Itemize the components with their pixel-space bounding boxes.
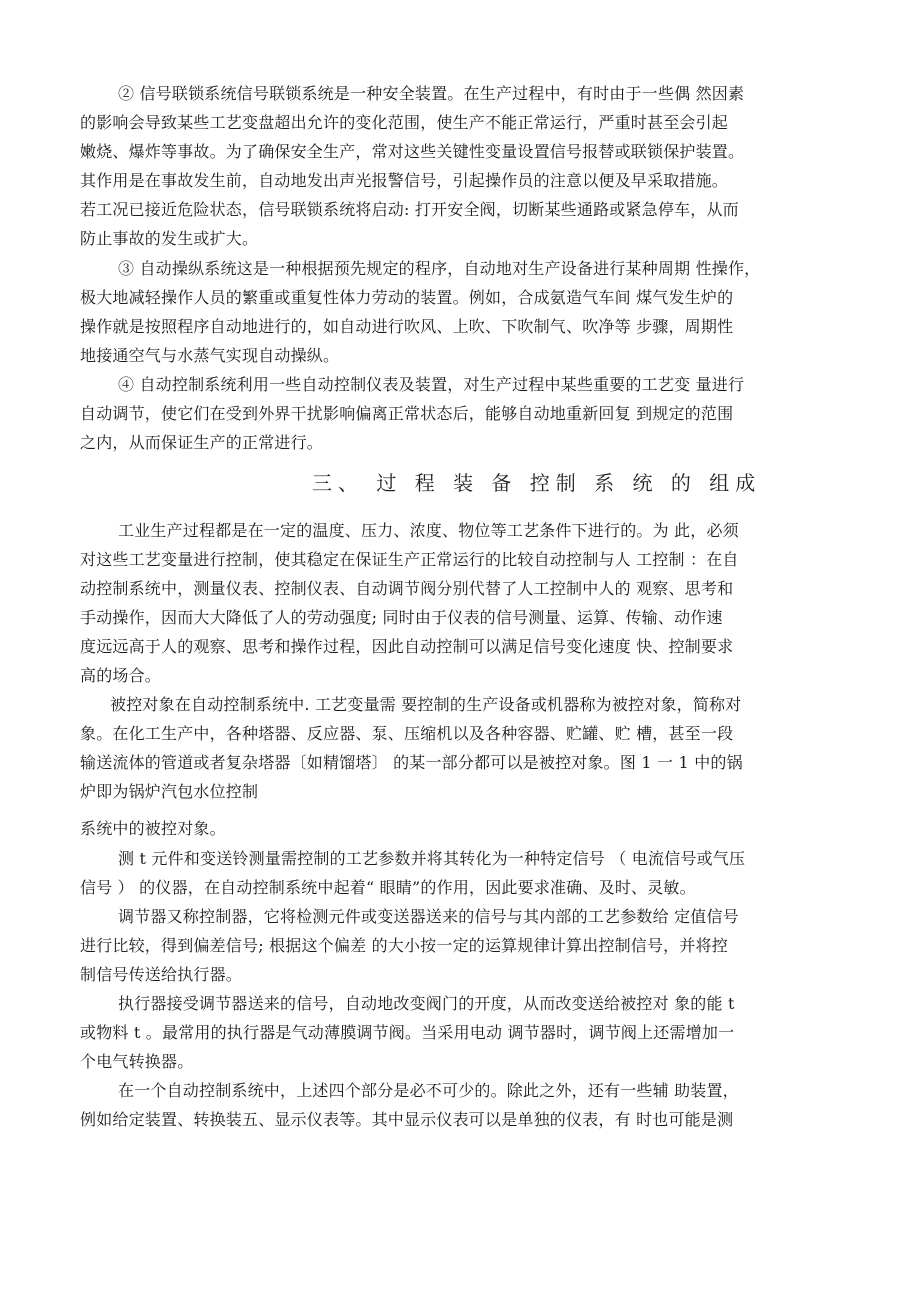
paragraph-line: 在一个自动控制系统中，上述四个部分是必不可少的。除此之外，还有一些辅 助装置， bbox=[118, 1081, 739, 1100]
paragraph-line: 地接通空气与水蒸气实现自动操纵。 bbox=[80, 346, 340, 365]
paragraph-line: 执行器接受调节器送来的信号，自动地改变阀门的开度，从而改变送给被控对 象的能 t bbox=[118, 994, 735, 1013]
paragraph-line: 个电气转换器。 bbox=[80, 1052, 194, 1071]
paragraph-line: ③ 自动操纵系统这是一种根据预先规定的程序，自动地对生产设备进行某种周期 性操作， bbox=[118, 259, 761, 278]
paragraph-line: 调节器又称控制器，它将检测元件或变送器送来的信号与其内部的工艺参数给 定值信号 bbox=[118, 907, 739, 926]
paragraph-line: 极大地减轻操作人员的繁重或重复性体力劳动的装置。例如，合成氨造气车间 煤气发生炉的 bbox=[80, 288, 734, 307]
paragraph-line: 工业生产过程都是在一定的温度、压力、浓度、物位等工艺条件下进行的。为 此，必须 bbox=[118, 521, 739, 540]
paragraph-line: 系统中的被控对象。 bbox=[80, 819, 226, 838]
paragraph-line: 测 t 元件和变送铃测量需控制的工艺参数并将其转化为一种特定信号 （ 电流信号或气压 bbox=[118, 849, 746, 868]
paragraph-line: 象。在化工生产中，各种塔器、反应器、泵、压缩机以及各种容器、贮罐、贮 槽，甚至一段 bbox=[80, 724, 734, 743]
paragraph-line: 输送流体的管道或者复杂塔器〔如精馏塔〕 的某一部分都可以是被控对象。图 1 一 1 中的锅 bbox=[80, 753, 743, 772]
paragraph-line: ④ 自动控制系统利用一些自动控制仪表及装置，对生产过程中某些重要的工艺变 量进行 bbox=[118, 375, 745, 394]
paragraph-line: 其作用是在事故发生前，自动地发出声光报警信号，引起操作员的注意以便及早采取措施。 bbox=[80, 171, 729, 190]
paragraph-line: 制信号传送给执行器。 bbox=[80, 965, 243, 984]
paragraph-line: 对这些工艺变量进行控制，使其稳定在保证生产正常运行的比较自动控制与人 工控制 ：在自 bbox=[80, 550, 739, 569]
paragraph-line: 高的场合。 bbox=[80, 666, 162, 685]
paragraph-line: 防止事故的发生或扩大。 bbox=[80, 229, 259, 248]
paragraph-line: 动控制系统中，测量仪表、控制仪表、自动调节阀分别代替了人工控制中人的 观察、思考和 bbox=[80, 579, 734, 598]
paragraph-line: 进行比较，得到偏差信号; 根据这个偏差 的大小按一定的运算规律计算出控制信号，并将控 bbox=[80, 936, 728, 955]
paragraph-line: 炉即为锅炉汽包水位控制 bbox=[80, 782, 259, 801]
paragraph-line: 若工况已接近危险状态，信号联锁系统将启动: 打开安全阀，切断某些通路或紧急停车，从而 bbox=[80, 200, 739, 219]
paragraph-line: 度远远高于人的观察、思考和操作过程，因此自动控制可以满足信号变化速度 快、控制要求 bbox=[80, 637, 734, 656]
paragraph-line: ② 信号联锁系统信号联锁系统是一种安全装置。在生产过程中，有时由于一些偶 然因素 bbox=[118, 84, 745, 103]
paragraph-line: 的影响会导致某些工艺变盘超出允许的变化范围，使生产不能正常运行，严重时甚至会引起 bbox=[80, 113, 729, 132]
paragraph-line: 嫩烧、爆炸等事故。为了确保安全生产，常对这些关键性变量设置信号报替或联锁保护装置。 bbox=[80, 142, 745, 161]
paragraph-line: 被控对象在自动控制系统中. 工艺变量需 要控制的生产设备或机器称为被控对象，简称对 bbox=[110, 695, 742, 714]
section-heading: 三、 过 程 装 备 控制 系 统 的 组成 bbox=[312, 471, 762, 495]
paragraph-line: 自动调节，使它们在受到外界干扰影响偏离正常状态后，能够自动地重新回复 到规定的范围 bbox=[80, 404, 734, 423]
paragraph-line: 或物料 t 。最常用的执行器是气动薄膜调节阀。当采用电动 调节器时，调节阀上还需增加一 bbox=[80, 1023, 735, 1042]
paragraph-line: 操作就是按照程序自动地进行的，如自动进行吹风、上吹、下吹制气、吹净等 步骤，周期性 bbox=[80, 317, 734, 336]
paragraph-line: 之内，从而保证生产的正常进行。 bbox=[80, 433, 324, 452]
paragraph-line: 信号 ） 的仪器，在自动控制系统中起着“ 眼睛”的作用，因此要求准确、及时、灵敏。 bbox=[80, 878, 696, 897]
paragraph-line: 例如给定装置、转换装五、显示仪表等。其中显示仪表可以是单独的仪表，有 时也可能是测 bbox=[80, 1110, 734, 1129]
paragraph-line: 手动操作，因而大大降低了人的劳动强度; 同时由于仪表的信号测量、运算、传输、动作速 bbox=[80, 608, 723, 627]
